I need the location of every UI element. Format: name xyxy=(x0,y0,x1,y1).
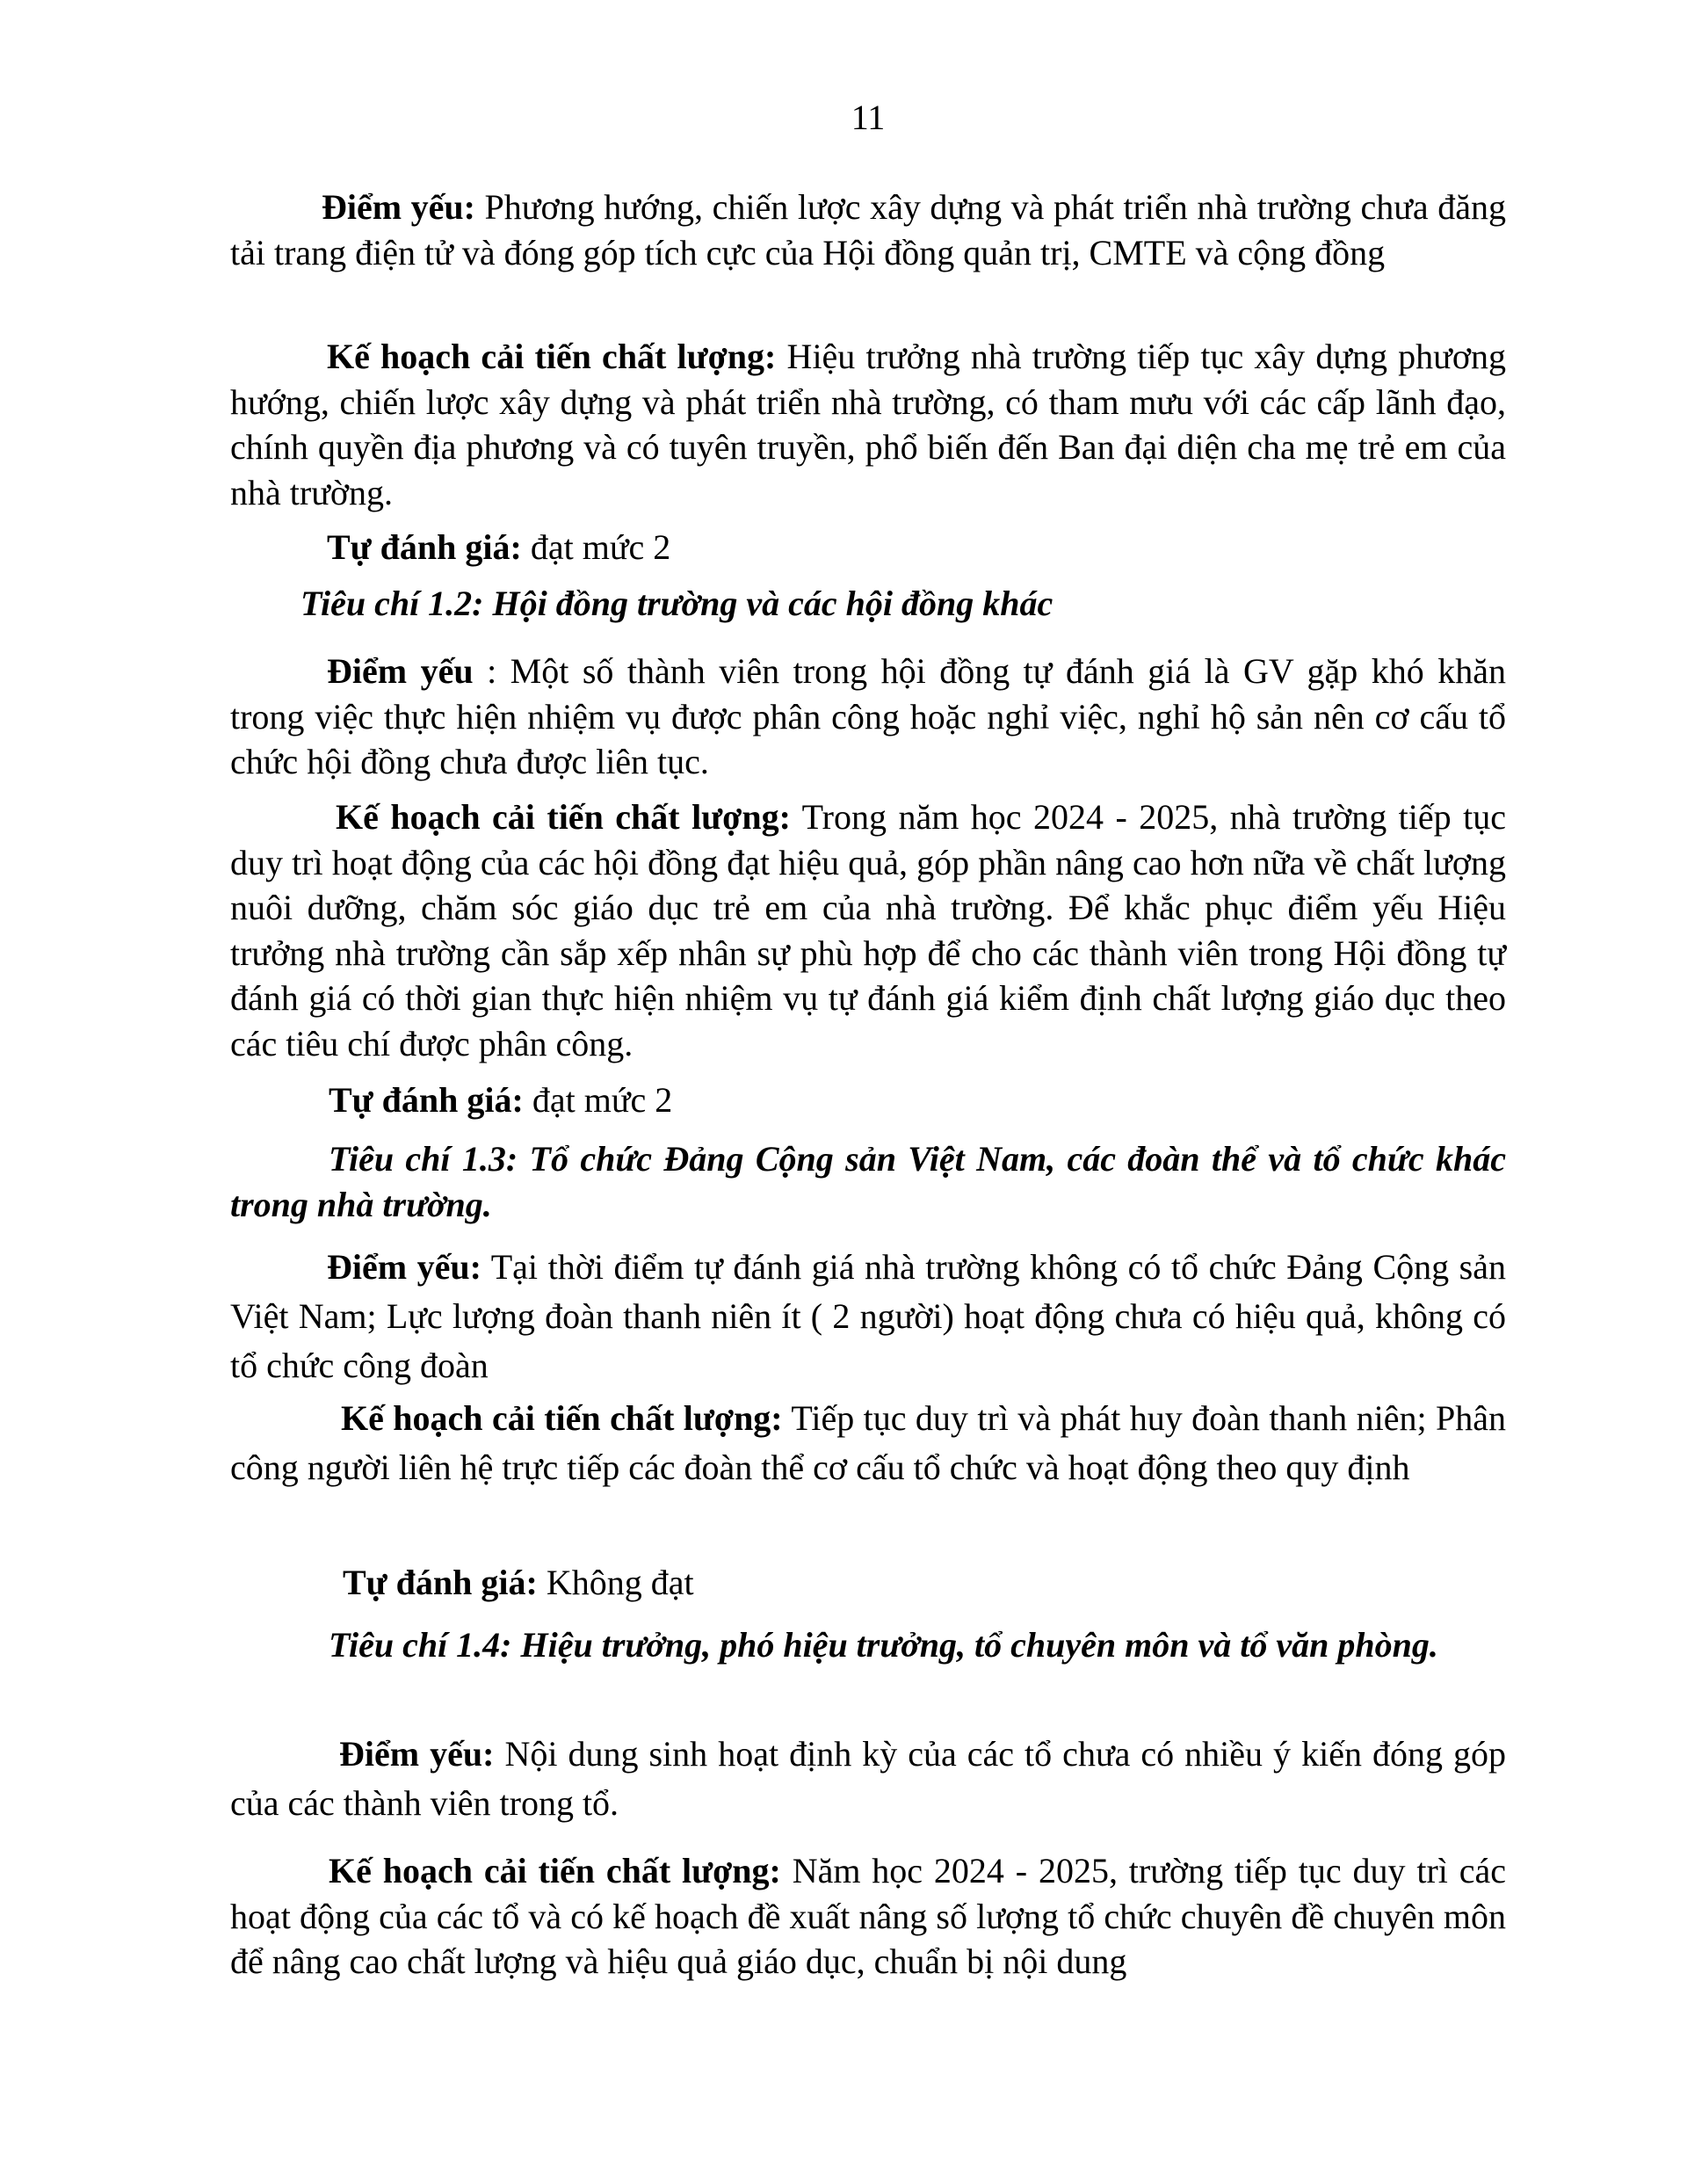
plan-text: Trong năm học 2024 - 2025, nhà trường tiếp tục duy trì hoạt động của các hội đồng đạt hiệu quả, góp phần nâng cao hơn nữa về chất lượng nuôi dưỡng, chăm sóc giáo dục trẻ em của nhà trường. Để khắc phục điểm yếu Hiệu trưởng nhà trường cần sắp xếp nhân sự phù hợp để cho các thành viên trong Hội đồng tự đánh giá có thời gian thực hiện nhiệm vụ tự đánh giá kiểm định chất lượng giáo dục theo các tiêu chí được phân công. xyxy=(230,797,1506,1063)
weakness-text: Nội dung sinh hoạt định kỳ của các tổ chưa có nhiều ý kiến đóng góp của các thành viên trong tổ. xyxy=(230,1734,1506,1823)
plan-paragraph-1-4 xyxy=(230,1848,1506,1984)
plan-paragraph-1-2 xyxy=(230,795,1506,1066)
criterion-heading-1-2: Tiêu chí 1.2: Hội đồng trường và các hội đồng khác xyxy=(300,584,1053,623)
plan-text: Năm học 2024 - 2025, trường tiếp tục duy trì các hoạt động của các tổ và có kế hoạch đề xuất nâng số lượng tổ chức chuyên đề chuyên môn để nâng cao chất lượng và hiệu quả giáo dục, chuẩn bị nội dung xyxy=(230,1851,1506,1981)
assessment-label: Tự đánh giá: xyxy=(343,1563,538,1602)
assessment-label: Tự đánh giá: xyxy=(327,527,522,567)
plan-label: Kế hoạch cải tiến chất lượng: xyxy=(341,1398,783,1438)
plan-paragraph-1-1 xyxy=(230,334,1506,515)
weakness-paragraph-1-4 xyxy=(230,1730,1506,1828)
assessment-text: đạt mức 2 xyxy=(521,527,671,567)
assessment-text: đạt mức 2 xyxy=(523,1080,673,1120)
weakness-paragraph-1-3 xyxy=(230,1243,1506,1390)
assessment-text: Không đạt xyxy=(537,1563,694,1602)
plan-paragraph-1-3 xyxy=(230,1394,1506,1492)
weakness-label: Điểm yếu: xyxy=(322,187,475,227)
assessment-label: Tự đánh giá: xyxy=(329,1080,524,1120)
plan-label: Kế hoạch cải tiến chất lượng: xyxy=(327,337,777,376)
assessment-paragraph-1-2 xyxy=(230,1077,1506,1123)
weakness-text: Tại thời điểm tự đánh giá nhà trường không có tổ chức Đảng Cộng sản Việt Nam; Lực lượng đoàn thanh niên ít ( 2 người) hoạt động chưa có hiệu quả, không có tổ chức công đoàn xyxy=(230,1247,1506,1385)
weakness-paragraph-1-2 xyxy=(230,649,1506,785)
weakness-paragraph-1-1 xyxy=(230,185,1506,275)
weakness-text: : Một số thành viên trong hội đồng tự đánh giá là GV gặp khó khăn trong việc thực hiện nhiệm vụ được phân công hoặc nghỉ việc, nghỉ hộ sản nên cơ cấu tổ chức hội đồng chưa được liên tục. xyxy=(230,651,1506,781)
criterion-heading-1-4: Tiêu chí 1.4: Hiệu trưởng, phó hiệu trưởng, tổ chuyên môn và tổ văn phòng. xyxy=(329,1625,1438,1665)
assessment-paragraph-1-3 xyxy=(230,1560,1506,1606)
plan-text: Tiếp tục duy trì và phát huy đoàn thanh niên; Phân công người liên hệ trực tiếp các đoàn thể cơ cấu tổ chức và hoạt động theo quy định xyxy=(230,1398,1506,1487)
plan-text: Hiệu trưởng nhà trường tiếp tục xây dựng phương hướng, chiến lược xây dựng và phát triển nhà trường, có tham mưu với các cấp lãnh đạo, chính quyền địa phương và có tuyên truyền, phổ biến đến Ban đại diện cha mẹ trẻ em của nhà trường. xyxy=(230,337,1506,512)
weakness-label: Điểm yếu: xyxy=(327,1247,481,1287)
assessment-paragraph-1-1 xyxy=(230,525,1506,570)
plan-label: Kế hoạch cải tiến chất lượng: xyxy=(336,797,791,837)
plan-label: Kế hoạch cải tiến chất lượng: xyxy=(329,1851,781,1890)
page-number: 11 xyxy=(851,98,886,137)
weakness-label: Điểm yếu xyxy=(327,651,474,691)
criterion-heading-1-3: Tiêu chí 1.3: Tổ chức Đảng Cộng sản Việt Nam, các đoàn thể và tổ chức khác trong nhà trường. xyxy=(230,1139,1506,1224)
weakness-label: Điểm yếu: xyxy=(339,1734,495,1774)
weakness-text: Phương hướng, chiến lược xây dựng và phát triển nhà trường chưa đăng tải trang điện tử và đóng góp tích cực của Hội đồng quản trị, CMTE và cộng đồng xyxy=(230,187,1507,272)
